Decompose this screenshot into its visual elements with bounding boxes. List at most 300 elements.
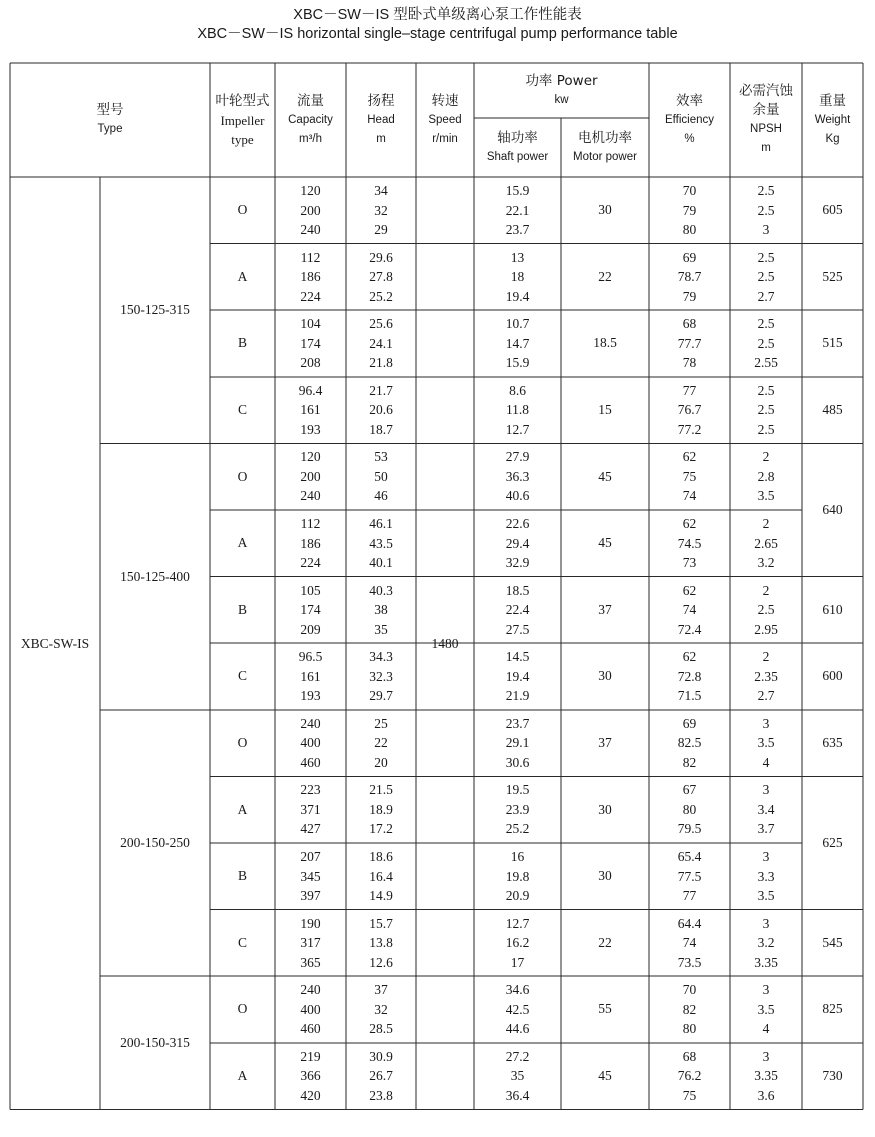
header-npsh-zh2: 余量 (752, 102, 780, 118)
capacity-cell (275, 377, 346, 444)
efficiency-cell (649, 177, 730, 244)
shaft-power-cell-value: 44.6 (505, 1021, 530, 1037)
capacity-cell-value: 240 (300, 488, 321, 504)
header-eff-unit: % (684, 132, 695, 145)
shaft-power-cell-value: 29.4 (505, 535, 530, 551)
npsh-cell-value: 3 (762, 982, 770, 998)
efficiency-cell-value: 74.5 (677, 535, 702, 551)
npsh-cell-value: 3.7 (757, 821, 775, 837)
weight-value: 485 (822, 402, 843, 418)
head-cell (346, 510, 416, 577)
shaft-power-cell-value: 19.4 (505, 288, 530, 304)
weight-value: 825 (822, 1001, 843, 1017)
head-cell (346, 1043, 416, 1110)
capacity-cell (275, 910, 346, 977)
shaft-power-cell-value: 32.9 (505, 555, 530, 571)
efficiency-cell-value: 62 (682, 582, 697, 598)
motor-power: 45 (598, 1068, 612, 1084)
header-weight-en: Weight (814, 113, 851, 126)
capacity-cell-value: 161 (300, 402, 321, 418)
efficiency-cell (649, 910, 730, 977)
head-cell-value: 46.1 (369, 516, 393, 532)
speed-value: 1480 (431, 635, 459, 651)
efficiency-cell-value: 64.4 (677, 915, 702, 931)
header-efficiency (649, 63, 730, 177)
capacity-cell-value: 223 (300, 782, 321, 798)
npsh-cell-value: 3.4 (757, 801, 775, 817)
shaft-power-cell (474, 443, 561, 510)
header-npsh-en: NPSH (750, 123, 782, 135)
capacity-cell (275, 843, 346, 910)
header-motor-en: Motor power (573, 150, 637, 163)
motor-power: 30 (598, 801, 612, 817)
capacity-cell-value: 420 (300, 1087, 321, 1103)
efficiency-cell-value: 68 (682, 1048, 697, 1064)
weight-value: 600 (822, 668, 843, 684)
npsh-cell (730, 776, 802, 843)
capacity-cell (275, 710, 346, 777)
impeller-type: O (237, 468, 248, 484)
head-cell (346, 776, 416, 843)
model-name: 200-150-315 (120, 1034, 190, 1050)
capacity-cell-value: 120 (300, 449, 321, 465)
efficiency-cell (649, 1043, 730, 1110)
npsh-cell-value: 3 (762, 1048, 770, 1064)
efficiency-cell-value: 74 (682, 602, 697, 618)
header-head-en: Head (367, 113, 395, 126)
efficiency-cell (649, 244, 730, 311)
header-speed-en: Speed (428, 113, 462, 126)
npsh-cell-value: 4 (762, 1021, 770, 1037)
capacity-cell-value: 96.5 (298, 649, 323, 665)
impeller-type: O (237, 1001, 248, 1017)
head-cell-value: 18.6 (369, 849, 393, 865)
npsh-cell-value: 2.5 (757, 183, 775, 199)
head-cell-value: 38 (374, 602, 388, 618)
head-cell-value: 16.4 (369, 868, 393, 884)
head-cell-value: 13.8 (369, 935, 393, 951)
efficiency-cell-value: 76.7 (677, 402, 702, 418)
head-cell (346, 577, 416, 644)
capacity-cell-value: 112 (300, 249, 321, 265)
shaft-power-cell-value: 19.4 (505, 668, 530, 684)
efficiency-cell (649, 310, 730, 377)
shaft-power-cell-value: 42.5 (505, 1001, 530, 1017)
npsh-cell-value: 3.6 (757, 1087, 775, 1103)
efficiency-cell-value: 69 (682, 715, 697, 731)
npsh-cell-value: 3.35 (754, 1068, 778, 1084)
header-impeller-en2: type (231, 131, 254, 147)
impeller-type: B (237, 601, 247, 617)
efficiency-cell-value: 73.5 (677, 954, 702, 970)
npsh-cell-value: 3.2 (757, 935, 775, 951)
shaft-power-cell-value: 15.9 (505, 355, 530, 371)
shaft-power-cell-value: 10.7 (505, 316, 530, 332)
impeller-type: C (237, 402, 247, 418)
capacity-cell-value: 460 (300, 754, 321, 770)
head-cell (346, 976, 416, 1043)
npsh-cell-value: 2.5 (757, 421, 775, 437)
weight-value: 545 (822, 934, 843, 950)
weight-value: 515 (822, 335, 843, 351)
shaft-power-cell-value: 12.7 (505, 421, 530, 437)
shaft-power-cell-value: 19.5 (505, 782, 530, 798)
motor-power: 30 (598, 202, 612, 218)
efficiency-cell-value: 77 (682, 382, 697, 398)
head-cell (346, 310, 416, 377)
capacity-cell (275, 577, 346, 644)
shaft-power-cell-value: 40.6 (505, 488, 530, 504)
capacity-cell-value: 105 (300, 582, 321, 598)
impeller-type: C (237, 934, 247, 950)
head-cell-value: 20.6 (369, 402, 393, 418)
shaft-power-cell (474, 310, 561, 377)
impeller-type: A (237, 268, 248, 284)
capacity-cell-value: 240 (300, 222, 321, 238)
npsh-cell (730, 843, 802, 910)
header-capacity-zh: 流量 (297, 92, 324, 109)
npsh-cell-value: 2.5 (757, 402, 775, 418)
head-cell-value: 17.2 (369, 821, 393, 837)
head-cell-value: 21.7 (369, 382, 393, 398)
header-eff-en: Efficiency (664, 113, 714, 126)
npsh-cell (730, 910, 802, 977)
header-speed-zh: 转速 (431, 92, 459, 109)
impeller-type: A (237, 1068, 248, 1084)
header-impeller-zh: 叶轮型式 (215, 92, 270, 109)
efficiency-cell-value: 80 (682, 222, 697, 238)
efficiency-cell-value: 75 (682, 1087, 697, 1103)
head-cell (346, 177, 416, 244)
npsh-cell-value: 2 (762, 516, 770, 532)
weight-value: 640 (822, 501, 843, 517)
efficiency-cell (649, 710, 730, 777)
npsh-cell (730, 577, 802, 644)
npsh-cell (730, 310, 802, 377)
header-type-zh: 型号 (96, 102, 124, 118)
head-cell-value: 34 (374, 183, 388, 199)
head-cell-value: 18.9 (369, 801, 393, 817)
npsh-cell (730, 377, 802, 444)
npsh-cell (730, 244, 802, 311)
npsh-cell-value: 4 (762, 754, 770, 770)
capacity-cell-value: 104 (300, 316, 321, 332)
capacity-cell-value: 200 (300, 202, 321, 218)
capacity-cell (275, 1043, 346, 1110)
efficiency-cell-value: 70 (682, 183, 697, 199)
npsh-cell (730, 1043, 802, 1110)
head-cell-value: 20 (374, 754, 388, 770)
header-npsh-unit: m (761, 142, 771, 154)
shaft-power-cell-value: 14.5 (505, 649, 530, 665)
head-cell-value: 30.9 (369, 1048, 393, 1064)
header-shaft-power (474, 118, 561, 177)
shaft-power-cell (474, 776, 561, 843)
header-impeller (210, 63, 275, 177)
npsh-cell-value: 2.7 (757, 688, 775, 704)
head-cell-value: 53 (374, 449, 388, 465)
shaft-power-cell-value: 22.6 (505, 516, 530, 532)
capacity-cell-value: 207 (300, 849, 321, 865)
model-name: 150-125-315 (120, 302, 190, 318)
motor-power: 22 (598, 934, 612, 950)
npsh-cell-value: 3.5 (757, 488, 775, 504)
npsh-cell-value: 2.5 (757, 202, 775, 218)
head-cell-value: 18.7 (369, 421, 393, 437)
shaft-power-cell-value: 17 (510, 954, 525, 970)
capacity-cell-value: 317 (300, 935, 321, 951)
efficiency-cell-value: 79.5 (677, 821, 702, 837)
efficiency-cell (649, 976, 730, 1043)
shaft-power-cell-value: 16 (510, 849, 525, 865)
shaft-power-cell (474, 910, 561, 977)
npsh-cell-value: 2.5 (757, 602, 775, 618)
shaft-power-cell-value: 34.6 (505, 982, 530, 998)
head-cell-value: 24.1 (369, 335, 393, 351)
capacity-cell-value: 193 (300, 688, 321, 704)
shaft-power-cell (474, 177, 561, 244)
head-cell (346, 643, 416, 710)
npsh-cell-value: 2 (762, 582, 770, 598)
shaft-power-cell (474, 510, 561, 577)
impeller-type: A (237, 801, 248, 817)
impeller-type: C (237, 668, 247, 684)
capacity-cell-value: 186 (300, 269, 321, 285)
capacity-cell-value: 200 (300, 468, 321, 484)
shaft-power-cell-value: 16.2 (505, 935, 530, 951)
efficiency-cell-value: 77 (682, 888, 697, 904)
efficiency-cell-value: 82 (682, 1001, 697, 1017)
shaft-power-cell-value: 29.1 (505, 735, 530, 751)
impeller-type: B (237, 335, 247, 351)
header-power-zh: 功率 Power (525, 72, 598, 89)
shaft-power-cell-value: 18 (510, 269, 525, 285)
efficiency-cell (649, 776, 730, 843)
header-head-zh: 扬程 (367, 92, 395, 109)
capacity-cell (275, 443, 346, 510)
shaft-power-cell-value: 22.1 (505, 202, 530, 218)
motor-power: 45 (598, 535, 612, 551)
efficiency-cell-value: 69 (682, 249, 697, 265)
capacity-cell-value: 208 (300, 355, 321, 371)
npsh-cell (730, 177, 802, 244)
shaft-power-cell-value: 21.9 (505, 688, 530, 704)
capacity-cell-value: 400 (300, 735, 321, 751)
capacity-cell (275, 510, 346, 577)
head-cell-value: 29.6 (369, 249, 393, 265)
npsh-cell-value: 2.5 (757, 335, 775, 351)
npsh-cell-value: 2.5 (757, 382, 775, 398)
head-cell-value: 46 (374, 488, 388, 504)
model-name: 150-125-400 (120, 568, 190, 584)
weight-value: 730 (822, 1068, 843, 1084)
npsh-cell (730, 976, 802, 1043)
header-power (474, 63, 649, 118)
shaft-power-cell (474, 377, 561, 444)
head-cell-value: 32.3 (369, 668, 393, 684)
npsh-cell-value: 2 (762, 449, 770, 465)
efficiency-cell-value: 76.2 (677, 1068, 702, 1084)
capacity-cell-value: 224 (300, 555, 321, 571)
shaft-power-cell-value: 36.4 (505, 1087, 530, 1103)
motor-power: 37 (598, 735, 612, 751)
header-motor-power (561, 118, 649, 177)
head-cell (346, 843, 416, 910)
title-en: XBC－SW－IS horizontal single–stage centrifugal pump performance table (197, 26, 678, 42)
header-speed-unit: r/min (432, 132, 458, 145)
head-cell (346, 377, 416, 444)
capacity-cell-value: 224 (300, 288, 321, 304)
impeller-type: O (237, 202, 248, 218)
shaft-power-cell-value: 35 (510, 1068, 525, 1084)
capacity-cell-value: 345 (300, 868, 321, 884)
capacity-cell-value: 174 (300, 602, 321, 618)
npsh-cell-value: 3.5 (757, 735, 775, 751)
capacity-cell (275, 776, 346, 843)
header-power-unit: kw (554, 93, 569, 106)
shaft-power-cell (474, 244, 561, 311)
capacity-cell-value: 161 (300, 668, 321, 684)
efficiency-cell-value: 80 (682, 801, 697, 817)
head-cell-value: 21.5 (369, 782, 393, 798)
shaft-power-cell-value: 27.5 (505, 621, 530, 637)
efficiency-cell-value: 74 (682, 935, 697, 951)
capacity-cell (275, 244, 346, 311)
motor-power: 30 (598, 868, 612, 884)
head-cell-value: 29.7 (369, 688, 393, 704)
head-cell (346, 244, 416, 311)
capacity-cell-value: 209 (300, 621, 321, 637)
npsh-cell-value: 2.5 (757, 249, 775, 265)
head-cell-value: 29 (374, 222, 388, 238)
efficiency-cell-value: 72.8 (677, 668, 702, 684)
shaft-power-cell-value: 25.2 (505, 821, 530, 837)
efficiency-cell (649, 643, 730, 710)
capacity-cell (275, 310, 346, 377)
capacity-cell-value: 371 (300, 801, 321, 817)
shaft-power-cell (474, 710, 561, 777)
shaft-power-cell-value: 14.7 (505, 335, 530, 351)
shaft-power-cell-value: 23.9 (505, 801, 530, 817)
efficiency-cell-value: 74 (682, 488, 697, 504)
npsh-cell-value: 2.7 (757, 288, 775, 304)
header-impeller-en1: Impeller (220, 112, 265, 128)
head-cell-value: 34.3 (369, 649, 393, 665)
npsh-cell-value: 2.8 (757, 468, 775, 484)
npsh-cell-value: 3 (762, 782, 770, 798)
head-cell-value: 23.8 (369, 1087, 393, 1103)
capacity-cell-value: 120 (300, 183, 321, 199)
head-cell-value: 40.1 (369, 555, 393, 571)
impeller-type: A (237, 535, 248, 551)
header-speed (416, 63, 474, 177)
efficiency-cell-value: 78 (682, 355, 697, 371)
npsh-cell-value: 2.55 (754, 355, 778, 371)
shaft-power-cell (474, 577, 561, 644)
npsh-cell-value: 3.35 (754, 954, 778, 970)
capacity-cell-value: 460 (300, 1021, 321, 1037)
header-eff-zh: 效率 (676, 92, 703, 109)
header-motor-zh: 电机功率 (578, 129, 632, 146)
efficiency-cell-value: 75 (682, 468, 697, 484)
motor-power: 22 (598, 268, 612, 284)
head-cell-value: 40.3 (369, 582, 393, 598)
capacity-cell-value: 186 (300, 535, 321, 551)
head-cell (346, 443, 416, 510)
header-npsh (730, 63, 802, 177)
impeller-type: B (237, 868, 247, 884)
weight-value: 635 (822, 735, 843, 751)
efficiency-cell-value: 62 (682, 516, 697, 532)
npsh-cell-value: 3 (762, 222, 770, 238)
npsh-cell-value: 3 (762, 849, 770, 865)
npsh-cell-value: 2.5 (757, 269, 775, 285)
weight-value: 605 (822, 202, 843, 218)
motor-power: 55 (598, 1001, 612, 1017)
header-shaft-zh: 轴功率 (497, 129, 538, 146)
npsh-cell-value: 3.5 (757, 1001, 775, 1017)
motor-power: 15 (598, 402, 612, 418)
shaft-power-cell-value: 23.7 (505, 715, 530, 731)
head-cell-value: 25.2 (369, 288, 393, 304)
weight-value: 525 (822, 268, 843, 284)
efficiency-cell (649, 843, 730, 910)
capacity-cell-value: 400 (300, 1001, 321, 1017)
head-cell-value: 14.9 (369, 888, 393, 904)
weight-value: 610 (822, 601, 843, 617)
capacity-cell-value: 240 (300, 982, 321, 998)
head-cell-value: 12.6 (369, 954, 393, 970)
weight-value: 625 (822, 834, 843, 850)
efficiency-cell-value: 67 (682, 782, 697, 798)
head-cell-value: 32 (374, 202, 388, 218)
shaft-power-cell-value: 15.9 (505, 183, 530, 199)
npsh-cell-value: 3 (762, 915, 770, 931)
shaft-power-cell (474, 1043, 561, 1110)
capacity-cell-value: 397 (300, 888, 321, 904)
shaft-power-cell-value: 27.9 (505, 449, 530, 465)
npsh-cell (730, 643, 802, 710)
efficiency-cell-value: 73 (682, 555, 697, 571)
efficiency-cell-value: 77.5 (677, 868, 702, 884)
efficiency-cell-value: 70 (682, 982, 697, 998)
capacity-cell-value: 112 (300, 516, 321, 532)
npsh-cell-value: 2 (762, 649, 770, 665)
motor-power: 45 (598, 468, 612, 484)
head-cell-value: 26.7 (369, 1068, 393, 1084)
shaft-power-cell-value: 19.8 (505, 868, 530, 884)
npsh-cell (730, 710, 802, 777)
head-cell-value: 25 (374, 715, 388, 731)
shaft-power-cell (474, 843, 561, 910)
head-cell-value: 25.6 (369, 316, 393, 332)
efficiency-cell-value: 62 (682, 649, 697, 665)
shaft-power-cell-value: 18.5 (505, 582, 530, 598)
header-npsh-zh1: 必需汽蚀 (739, 83, 793, 99)
head-cell-value: 35 (374, 621, 388, 637)
efficiency-cell-value: 79 (682, 202, 697, 218)
shaft-power-cell-value: 30.6 (505, 754, 530, 770)
shaft-power-cell-value: 27.2 (505, 1048, 530, 1064)
efficiency-cell-value: 77.7 (677, 335, 702, 351)
header-capacity-en: Capacity (288, 113, 333, 126)
head-cell-value: 22 (374, 735, 388, 751)
capacity-cell-value: 365 (300, 954, 321, 970)
shaft-power-cell-value: 8.6 (509, 382, 526, 398)
header-weight (802, 63, 863, 177)
efficiency-cell-value: 82 (682, 754, 697, 770)
npsh-cell-value: 2.95 (754, 621, 778, 637)
